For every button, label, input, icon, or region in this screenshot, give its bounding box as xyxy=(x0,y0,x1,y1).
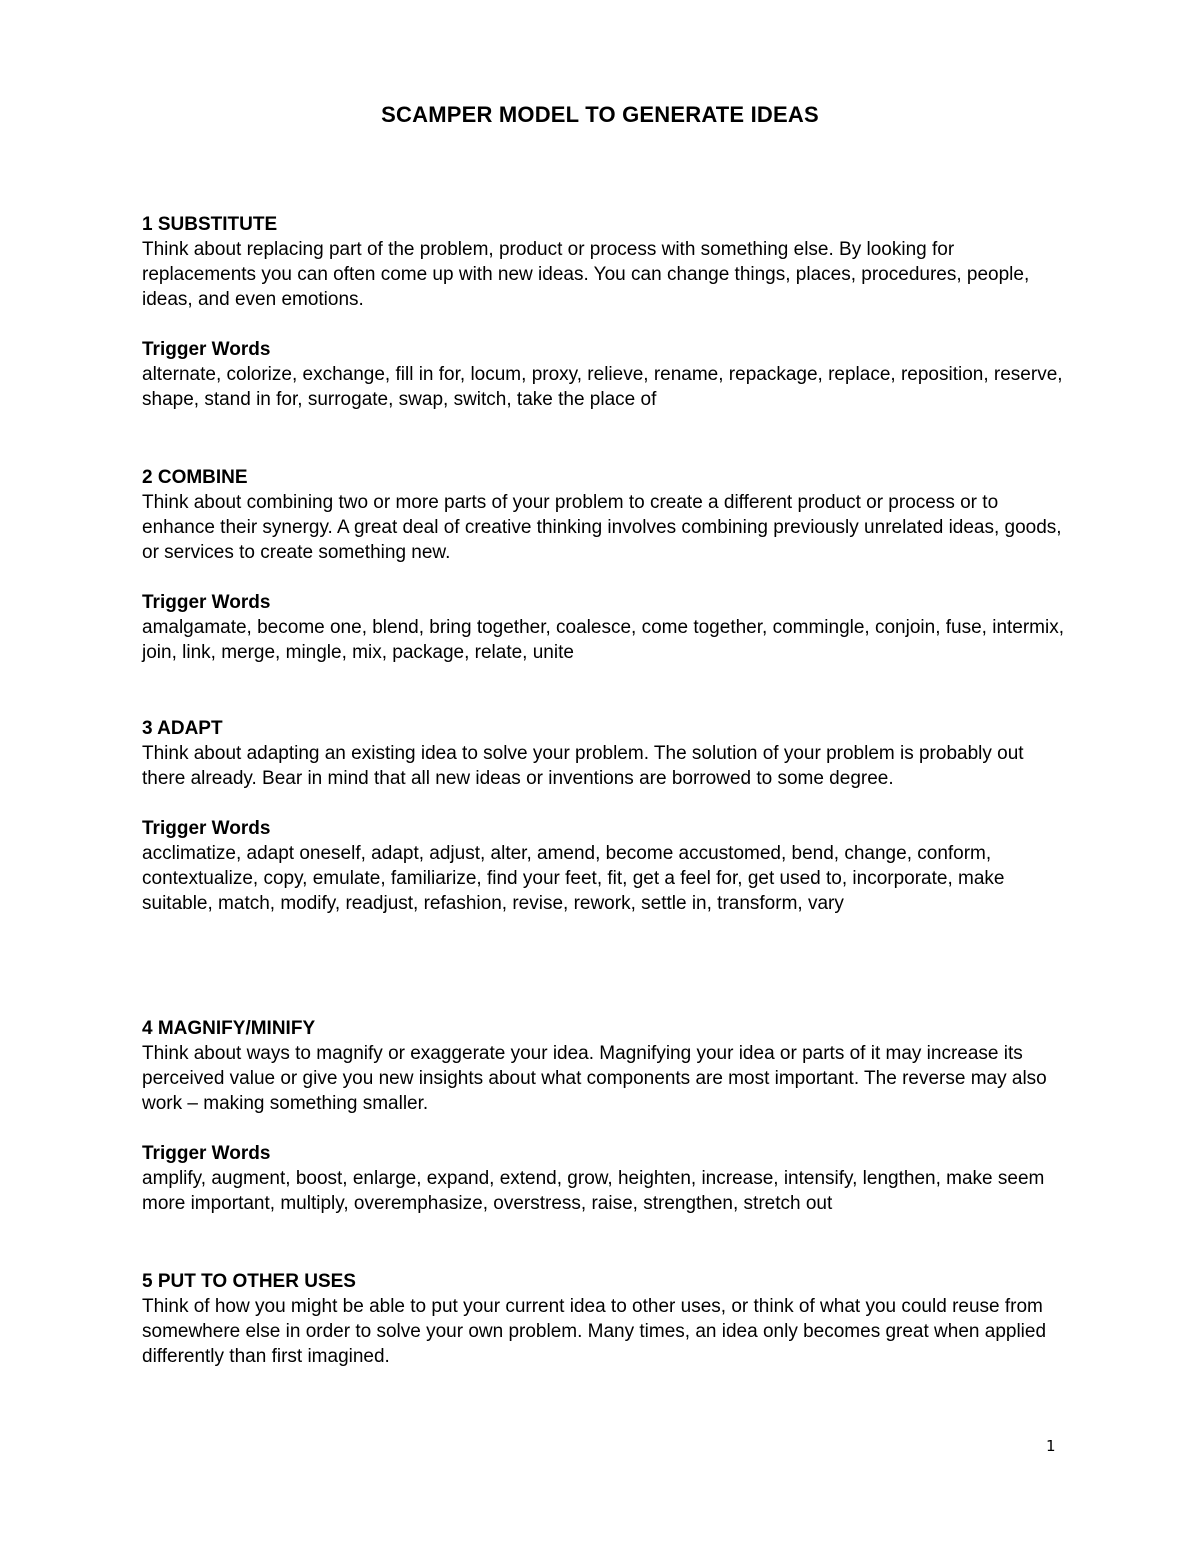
section-heading: 5 PUT TO OTHER USES xyxy=(142,1271,356,1292)
trigger-words-label: Trigger Words xyxy=(142,339,271,360)
trigger-words-list: amalgamate, become one, blend, bring together, coalesce, come together, commingle, conjoin, fuse, intermix, join, link, merge, mingle, mix, package, relate, unite xyxy=(142,617,1065,663)
trigger-words-label: Trigger Words xyxy=(142,818,271,839)
section-heading: 2 COMBINE xyxy=(142,467,248,488)
trigger-words-list: amplify, augment, boost, enlarge, expand, extend, grow, heighten, increase, intensify, lengthen, make seem more important, multiply, overemphasize, overstress, raise, strengthen, stretch out xyxy=(142,1168,1045,1214)
section-description: Think about adapting an existing idea to solve your problem. The solution of your problem is probably out there already. Bear in mind that all new ideas or inventions are borrowed to some degree. xyxy=(142,743,1024,789)
trigger-words-list: acclimatize, adapt oneself, adapt, adjust, alter, amend, become accustomed, bend, change, conform, contextualize, copy, emulate, familiarize, find your feet, fit, get a feel for, get used to, incorporate, make suitable, match, modify, readjust, refashion, revise, rework, settle in, transform, vary xyxy=(142,843,1005,914)
section-adapt xyxy=(142,716,1072,916)
section-heading: 4 MAGNIFY/MINIFY xyxy=(142,1018,316,1039)
section-heading: 3 ADAPT xyxy=(142,718,223,739)
page-title: SCAMPER MODEL TO GENERATE IDEAS xyxy=(381,102,819,127)
section-heading: 1 SUBSTITUTE xyxy=(142,214,278,235)
section-description: Think about replacing part of the problem, product or process with something else. By looking for replacements you can often come up with new ideas. You can change things, places, procedures, people, ideas, and even emotions. xyxy=(142,239,1030,310)
trigger-words-label: Trigger Words xyxy=(142,592,271,613)
section-description: Think about ways to magnify or exaggerate your idea. Magnifying your idea or parts of it may increase its perceived value or give you new insights about what components are most important. The reverse may also work – making something smaller. xyxy=(142,1043,1047,1114)
section-description: Think about combining two or more parts of your problem to create a different product or process or to enhance their synergy. A great deal of creative thinking involves combining previously unrelated ideas, goods, or services to create something new. xyxy=(142,492,1062,563)
section-combine xyxy=(142,465,1072,665)
trigger-words-list: alternate, colorize, exchange, fill in for, locum, proxy, relieve, rename, repackage, replace, reposition, reserve, shape, stand in for, surrogate, swap, switch, take the place of xyxy=(142,364,1063,410)
trigger-words-label: Trigger Words xyxy=(142,1143,271,1164)
section-put-to-other-uses xyxy=(142,1269,1072,1369)
page-number: 1 xyxy=(1046,1437,1056,1455)
section-description: Think of how you might be able to put your current idea to other uses, or think of what you could reuse from somewhere else in order to solve your own problem. Many times, an idea only becomes great when applied differently than first imagined. xyxy=(142,1296,1047,1367)
section-substitute xyxy=(142,212,1072,412)
section-magnify-minify xyxy=(142,1016,1072,1216)
